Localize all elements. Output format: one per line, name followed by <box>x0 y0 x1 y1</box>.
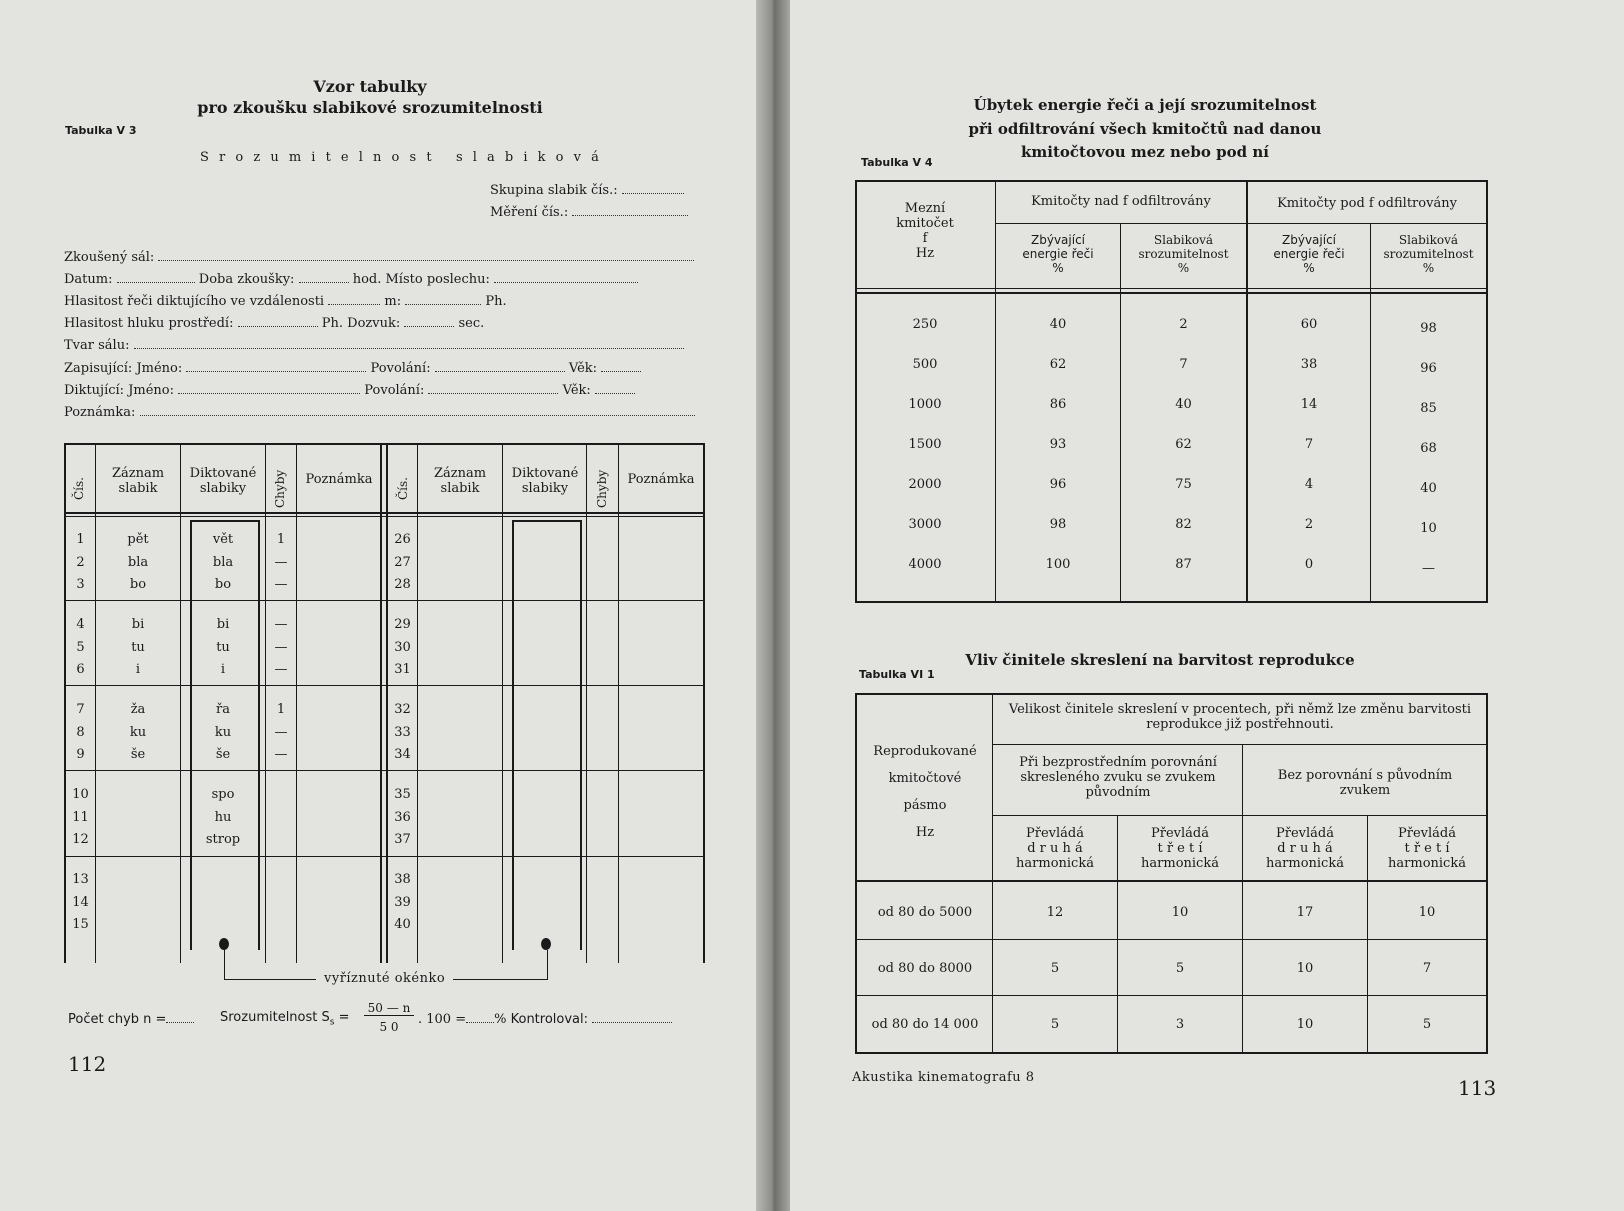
v4-value-cell: 98 <box>1049 517 1067 532</box>
row-diktovane: hu <box>214 809 232 825</box>
row-diktovane: bi <box>216 617 230 632</box>
row-chyby: — <box>274 747 288 762</box>
field-poznamka: Poznámka: <box>64 403 695 420</box>
v4-value-cell: 62 <box>1175 437 1192 452</box>
row-zaznam: ža <box>130 702 146 717</box>
vi1-title: Vliv činitele skreslení na barvitost reprodukce <box>965 651 1355 669</box>
v4-title-1: Úbytek energie řeči a její srozumitelnost <box>973 96 1317 114</box>
vi1-value-cell: 7 <box>1422 961 1432 976</box>
vi1-value-cell: 10 <box>1171 905 1189 920</box>
formula-numerator: 50 — n <box>364 1001 414 1016</box>
v4-freq-cell: 3000 <box>908 517 942 532</box>
table-tag-v3: Tabulka V 3 <box>65 124 137 137</box>
formula-srozum: Srozumitelnost $S_s$ = <box>220 1010 350 1028</box>
v4-value-cell: 86 <box>1049 397 1067 412</box>
vi1-sub-treti-a: Převládá t ř e t í harmonická <box>1141 826 1219 871</box>
header-chyby-right: Chyby <box>595 469 609 508</box>
vi1-value-cell: 5 <box>1050 961 1060 976</box>
v4-value-cell: 85 <box>1420 401 1437 416</box>
row-diktovane: še <box>215 747 231 762</box>
field-tvar: Tvar sálu: <box>64 336 684 353</box>
v4-value-cell: 68 <box>1420 441 1437 456</box>
row-number-left: 7 <box>76 702 85 717</box>
row-number-right: 32 <box>394 702 411 717</box>
header-zaznam-left: Záznam slabik <box>111 466 165 496</box>
v4-freq-cell: 500 <box>912 357 938 372</box>
v4-freq-cell: 4000 <box>908 557 942 572</box>
vi1-value-cell: 10 <box>1296 1017 1314 1032</box>
row-number-left: 8 <box>76 724 85 740</box>
title-line-1: Vzor tabulky <box>313 77 427 96</box>
row-zaznam: i <box>135 662 141 677</box>
v4-header-nad: Kmitočty nad f odfiltrovány <box>1031 194 1211 209</box>
v4-value-cell: 2 <box>1304 517 1314 532</box>
row-number-left: 4 <box>76 617 85 632</box>
row-chyby: 1 <box>276 702 286 717</box>
vi1-sub-druha-b: Převládá d r u h á harmonická <box>1266 826 1344 871</box>
row-number-right: 30 <box>394 639 411 655</box>
field-zapisujici: Zapisující: Jméno: Povolání: Věk: <box>64 359 641 376</box>
row-number-left: 13 <box>72 872 89 887</box>
v4-value-cell: 7 <box>1179 357 1188 372</box>
v4-value-cell: 87 <box>1175 557 1192 572</box>
v4-freq-cell: 1500 <box>908 437 942 452</box>
vi1-sub-treti-b: Převládá t ř e t í harmonická <box>1388 826 1466 871</box>
row-diktovane: ku <box>214 724 232 740</box>
left-page <box>0 0 756 1211</box>
v4-value-cell: 40 <box>1175 397 1192 412</box>
v4-freq-cell: 250 <box>912 317 938 332</box>
v4-value-cell: 4 <box>1304 477 1314 492</box>
vi1-value-cell: 12 <box>1046 905 1064 920</box>
v4-value-cell: 38 <box>1300 357 1318 372</box>
row-number-right: 29 <box>394 617 411 632</box>
v4-header-mezni: Mezní kmitočet f Hz <box>896 201 954 261</box>
row-number-left: 6 <box>76 662 85 677</box>
row-number-left: 1 <box>76 532 85 547</box>
row-diktovane: tu <box>216 639 230 655</box>
row-diktovane: vět <box>212 532 234 547</box>
v4-value-cell: 82 <box>1175 517 1192 532</box>
row-number-left: 15 <box>72 917 89 932</box>
row-diktovane: bla <box>212 554 234 570</box>
row-number-right: 36 <box>394 809 411 825</box>
row-zaznam: tu <box>131 639 145 655</box>
field-diktujici: Diktující: Jméno: Povolání: Věk: <box>64 381 635 398</box>
vi1-value-cell: 17 <box>1296 905 1314 920</box>
row-number-left: 5 <box>76 639 85 655</box>
page-number-right: 113 <box>1458 1076 1497 1100</box>
v4-value-cell: 7 <box>1304 437 1314 452</box>
v4-value-cell: 93 <box>1049 437 1067 452</box>
formula-times: . 100 = % Kontroloval: <box>418 1010 672 1027</box>
field-mereni: Měření čís.: <box>490 203 688 220</box>
field-datum: Datum: Doba zkoušky: hod. Místo poslechu: <box>64 270 638 287</box>
row-chyby: — <box>274 662 288 677</box>
vi1-value-cell: 10 <box>1296 961 1314 976</box>
row-number-left: 9 <box>76 747 85 762</box>
v4-value-cell: 96 <box>1420 361 1437 376</box>
row-number-right: 26 <box>394 532 411 547</box>
formula-pocet: Počet chyb n = <box>68 1010 194 1027</box>
row-number-right: 37 <box>394 832 411 847</box>
row-number-right: 27 <box>394 554 411 570</box>
table-vi1 <box>790 0 1624 1100</box>
field-sal: Zkoušený sál: <box>64 248 694 265</box>
header-diktovane-right: Diktované slabiky <box>511 466 579 496</box>
field-skupina: Skupina slabik čís.: <box>490 181 684 198</box>
v4-value-cell: 75 <box>1175 477 1192 492</box>
v4-header-pod: Kmitočty pod f odfiltrovány <box>1277 196 1457 211</box>
row-zaznam: bla <box>127 554 149 570</box>
row-zaznam: ku <box>129 724 147 740</box>
vi1-header-group-a: Při bezprostředním porovnání skresleného zvuku se zvukem původním <box>1019 755 1217 800</box>
row-number-right: 38 <box>394 872 411 887</box>
header-chyby-left: Chyby <box>273 469 287 508</box>
v4-value-cell: 2 <box>1179 317 1188 332</box>
header-poznamka-right: Poznámka <box>627 472 695 487</box>
row-zaznam: pět <box>127 532 149 547</box>
vi1-value-cell: 3 <box>1175 1017 1185 1032</box>
row-number-right: 31 <box>394 662 411 677</box>
v4-value-cell: 0 <box>1304 557 1314 572</box>
row-chyby: — <box>274 617 288 632</box>
vi1-sub-druha-a: Převládá d r u h á harmonická <box>1016 826 1094 871</box>
vi1-band-cell: od 80 do 14 000 <box>871 1017 979 1032</box>
right-page <box>790 0 1624 1211</box>
row-number-left: 2 <box>76 554 85 570</box>
header-poznamka-left: Poznámka <box>305 472 373 487</box>
header-diktovane-left: Diktované slabiky <box>189 466 257 496</box>
v4-value-cell: 14 <box>1300 397 1318 412</box>
row-diktovane: řa <box>216 702 230 717</box>
field-hlasitost-hluku: Hlasitost hluku prostředí: Ph. Dozvuk: sec. <box>64 316 485 331</box>
v4-value-cell: 100 <box>1045 557 1071 572</box>
header-cis-left: Čís. <box>72 477 86 500</box>
row-number-right: 39 <box>394 894 411 910</box>
row-diktovane: bo <box>214 577 232 592</box>
vi1-header-top: Velikost činitele skreslení v procentech, při němž lze změnu barvitosti reprodukce již postřehnouti. <box>1008 702 1472 732</box>
v4-value-cell: 62 <box>1049 357 1067 372</box>
formula-denominator: 5 0 <box>379 1020 399 1034</box>
row-diktovane: i <box>220 662 226 677</box>
row-zaznam: bi <box>131 617 145 632</box>
vi1-value-cell: 10 <box>1418 905 1436 920</box>
row-number-left: 3 <box>76 577 85 592</box>
title-line-2: pro zkoušku slabikové srozumitelnosti <box>197 98 543 117</box>
v4-title-2: při odfiltrování všech kmitočtů nad danou <box>968 120 1322 138</box>
row-number-right: 28 <box>394 577 411 592</box>
v4-value-cell: 40 <box>1420 481 1437 496</box>
v4-value-cell: 96 <box>1049 477 1067 492</box>
vi1-band-cell: od 80 do 8000 <box>877 961 973 976</box>
footer-book-title: Akustika kinematografu 8 <box>852 1070 1035 1085</box>
v4-sub-srozum-nad: Slabiková srozumitelnost % <box>1138 233 1229 275</box>
header-cis-right: Čís. <box>396 477 410 500</box>
v4-value-cell: — <box>1422 561 1435 576</box>
vi1-header-pasmo: Reprodukované kmitočtové pásmo Hz <box>873 744 977 840</box>
row-zaznam: še <box>130 747 146 762</box>
window-label: vyříznuté okénko <box>316 971 453 986</box>
row-diktovane: spo <box>211 787 235 802</box>
subtitle: S r o z u m i t e l n o s t s l a b i k o v á <box>200 150 602 165</box>
row-number-left: 12 <box>72 832 89 847</box>
row-diktovane: strop <box>205 832 241 847</box>
row-number-right: 34 <box>394 747 411 762</box>
table-tag-vi1: Tabulka VI 1 <box>859 668 935 681</box>
header-zaznam-right: Záznam slabik <box>433 466 487 496</box>
row-chyby: — <box>274 577 288 592</box>
vi1-value-cell: 5 <box>1050 1017 1060 1032</box>
page-number-left: 112 <box>68 1052 107 1076</box>
v4-value-cell: 40 <box>1049 317 1067 332</box>
v4-freq-cell: 2000 <box>908 477 942 492</box>
row-number-right: 33 <box>394 724 411 740</box>
row-chyby: 1 <box>276 532 286 547</box>
table-tag-v4: Tabulka V 4 <box>861 156 933 169</box>
field-hlasitost-reci: Hlasitost řeči diktujícího ve vzdálenosti m: Ph. <box>64 294 507 309</box>
vi1-header-group-b: Bez porovnání s původním zvukem <box>1277 768 1453 798</box>
v4-value-cell: 10 <box>1420 521 1437 536</box>
row-number-right: 40 <box>394 917 411 932</box>
vi1-value-cell: 5 <box>1175 961 1185 976</box>
v4-sub-energie-nad: Zbývající energie řeči % <box>1022 233 1094 275</box>
row-chyby: — <box>274 724 288 740</box>
row-number-right: 35 <box>394 787 411 802</box>
cutout-marker-left <box>219 938 229 950</box>
v4-freq-cell: 1000 <box>908 397 942 412</box>
row-chyby: — <box>274 639 288 655</box>
v4-title-3: kmitočtovou mez nebo pod ní <box>1021 143 1269 161</box>
book-gutter <box>756 0 790 1211</box>
row-number-left: 14 <box>72 894 89 910</box>
vi1-value-cell: 5 <box>1422 1017 1432 1032</box>
row-number-left: 11 <box>72 809 89 825</box>
v4-sub-srozum-pod: Slabiková srozumitelnost % <box>1383 233 1474 275</box>
vi1-band-cell: od 80 do 5000 <box>877 905 973 920</box>
cutout-window-right <box>512 520 582 950</box>
cutout-marker-right <box>541 938 551 950</box>
row-zaznam: bo <box>129 577 147 592</box>
v4-value-cell: 60 <box>1300 317 1318 332</box>
v4-value-cell: 98 <box>1420 321 1437 336</box>
v4-sub-energie-pod: Zbývající energie řeči % <box>1273 233 1345 275</box>
row-chyby: — <box>274 554 288 570</box>
row-number-left: 10 <box>72 787 89 802</box>
